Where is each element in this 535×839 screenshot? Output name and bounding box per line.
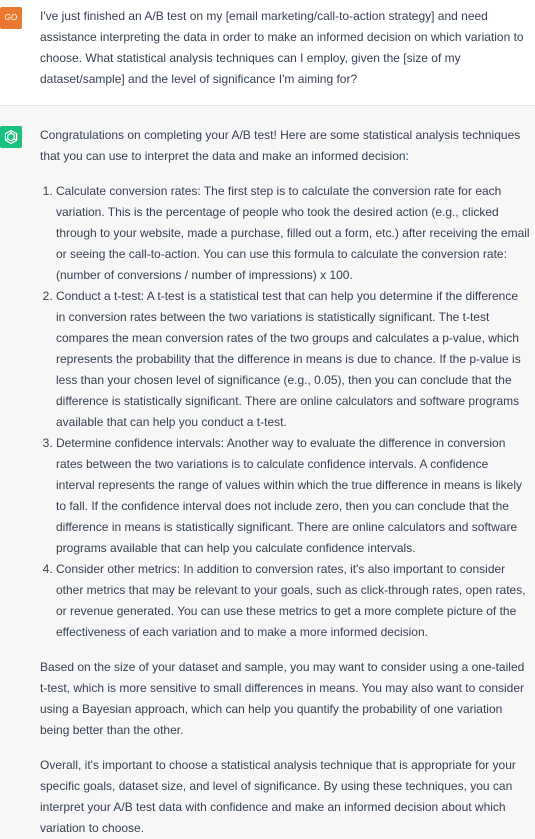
answer-paragraph: Based on the size of your dataset and sample, you may want to consider using a one-tailed t-test, which is more sensitive to small differences in means. You may also want to consider using a Bayesian approach, which can help you quantify the probability of one variation being better than the other. (40, 660, 525, 737)
list-item: 2. Conduct a t-test: A t-test is a statistical test that can help you determine if the difference in conversion rates between the two variations is statistically significant. The t-test compares the mean conversion rates of the two groups and calculates a p-value, which represents the probability that the difference in means is due to chance. If the p-value is less than your chosen level of significance (e.g., 0.05), then you can conclude that the difference is statistically significant. There are online calculators and software programs available that can help you conduct a t-test. (56, 286, 530, 433)
list-item: 4. Consider other metrics: In addition to conversion rates, it's also important to consider other metrics that may be relevant to your goals, such as click-through rates, open rates, or revenue generated. You can use these metrics to get a more complete picture of the effectiveness of each variation and to make a more informed decision. (56, 559, 530, 643)
answer-intro: Congratulations on completing your A/B test! Here are some statistical analysis techniques that you can use to interpret the data and make an informed decision: (40, 128, 521, 163)
answer-conclusion: Overall, it's important to choose a statistical analysis technique that is appropriate for your specific goals, dataset size, and level of significance. By using these techniques, you can interpret your A/B test data with confidence and make an informed decision about which variation to choose. (40, 758, 516, 835)
list-item: 3. Determine confidence intervals: Another way to evaluate the difference in conversion rates between the two variations is to calculate confidence intervals. A confidence interval represents the range of values within which the true difference in means is likely to fall. If the confidence interval does not include zero, then you can conclude that the difference in means is statistically significant. There are online calculators and software programs available that can help you calculate confidence intervals. (56, 433, 530, 559)
openai-logo-icon (3, 129, 19, 145)
list-item: 1. Calculate conversion rates: The first step is to calculate the conversion rate for each variation. This is the percentage of people who took the desired action (e.g., clicked through to your website, made a purchase, filled out a form, etc.) after receiving the email or seeing the call-to-action. You can use this formula to calculate the conversion rate: (number of conversions / number of impressions) x 100. (56, 181, 530, 286)
user-message-text: I've just finished an A/B test on my [email marketing/call-to-action strategy] and need assistance interpreting the data in order to make an informed decision on which variation to choose. What statistical analysis techniques can I employ, given the [size of my dataset/sample] and the level of significance I'm aiming for? (40, 9, 524, 86)
assistant-avatar (0, 126, 22, 148)
assistant-message (0, 106, 535, 839)
technique-list (40, 181, 530, 643)
user-message (0, 0, 535, 106)
user-avatar: GO (0, 7, 22, 29)
assistant-answer (40, 125, 530, 839)
